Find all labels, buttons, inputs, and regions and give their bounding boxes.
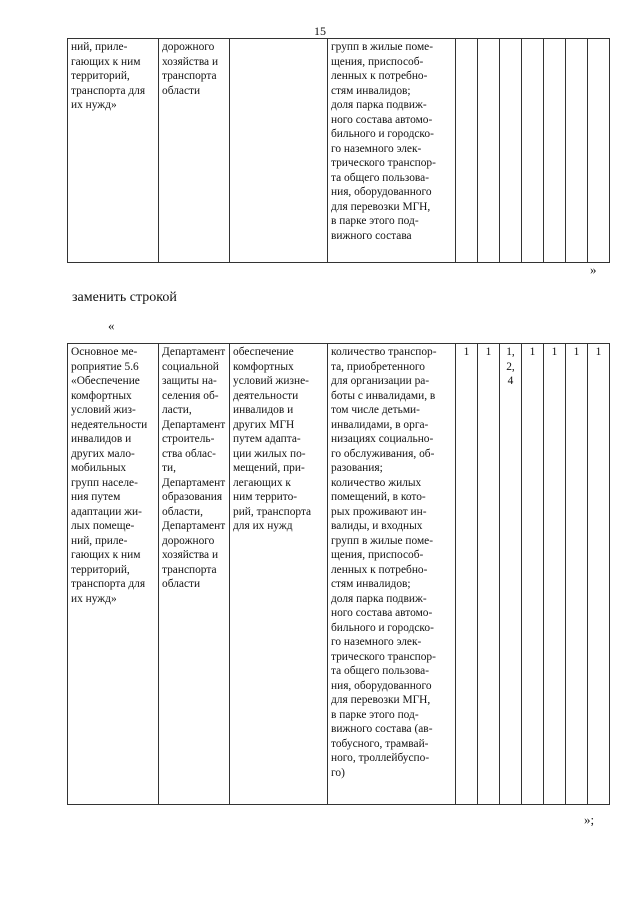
- cell-executor: Департамент социальной защиты на- селения об- ласти, Департамент строитель- ства облас- ти, Департамент образования области, Департамент дорожного хозяйства и транспорта области: [159, 344, 230, 805]
- cell-value: 1: [544, 344, 566, 805]
- cell-value: 1: [456, 344, 478, 805]
- cell-value: [566, 39, 588, 263]
- cell-value: [478, 39, 500, 263]
- cell-value: [544, 39, 566, 263]
- opening-quote: «: [108, 318, 115, 333]
- cell-value: [456, 39, 478, 263]
- closing-quote: »: [590, 262, 597, 277]
- cell-result: обеспечение комфортных условий жизне- деятельности инвалидов и других МГН путем адапта- ции жилых по- мещений, при- легающих к ним террито- рий, транспорта для их нужд: [230, 344, 328, 805]
- table-row: [68, 39, 610, 263]
- table-fragment-replacement: [67, 343, 610, 805]
- cell-value: 1: [588, 344, 610, 805]
- cell-value: [522, 39, 544, 263]
- closing-quote-semicolon: »;: [584, 812, 595, 827]
- cell-value: 1: [478, 344, 500, 805]
- cell-activity: Основное ме- роприятие 5.6 «Обеспечение комфортных условий жиз- недеятельности инвалидов и других мало- мобильных групп населе- ния путем адаптации жи- лых помеще- ний, приле- гающих к ним территорий, транспорта для их нужд»: [68, 344, 159, 805]
- cell-value: 1: [566, 344, 588, 805]
- page-number: 15: [314, 24, 326, 38]
- table-row: [68, 344, 610, 805]
- cell-result: [230, 39, 328, 263]
- cell-indicator: количество транспор- та, приобретенного для организации ра- боты с инвалидами, в том числе детьми- инвалидами, в орга- низациях социально- го обслуживания, об- разования; количество жилых помещений, в кото- рых проживают ин- валиды, и входных групп в жилые поме- щения, приспособ- ленных к потребно- стям инвалидов; доля парка подвиж- ного состава автомо- бильного и городско- го наземного элек- трического транспор- та общего пользова- ния, оборудованного для перевозки МГН, в парке этого под- вижного состава (ав- тобусного, трамвай- ного, троллейбуспо- го): [328, 344, 456, 805]
- cell-activity: ний, приле- гающих к ним территорий, транспорта для их нужд»: [68, 39, 159, 263]
- cell-value: [500, 39, 522, 263]
- cell-indicator: групп в жилые поме- щения, приспособ- ленных к потребно- стям инвалидов; доля парка подвиж- ного состава автомо- бильного и городско- го наземного элек- трического транспор- та общего пользова- ния, оборудованного для перевозки МГН, в парке этого под- вижного состава: [328, 39, 456, 263]
- cell-executor: дорожного хозяйства и транспорта области: [159, 39, 230, 263]
- cell-value: 1: [522, 344, 544, 805]
- replace-instruction: заменить строкой: [72, 290, 177, 305]
- cell-value: 1, 2, 4: [500, 344, 522, 805]
- table-fragment-top: [67, 38, 610, 263]
- cell-value: [588, 39, 610, 263]
